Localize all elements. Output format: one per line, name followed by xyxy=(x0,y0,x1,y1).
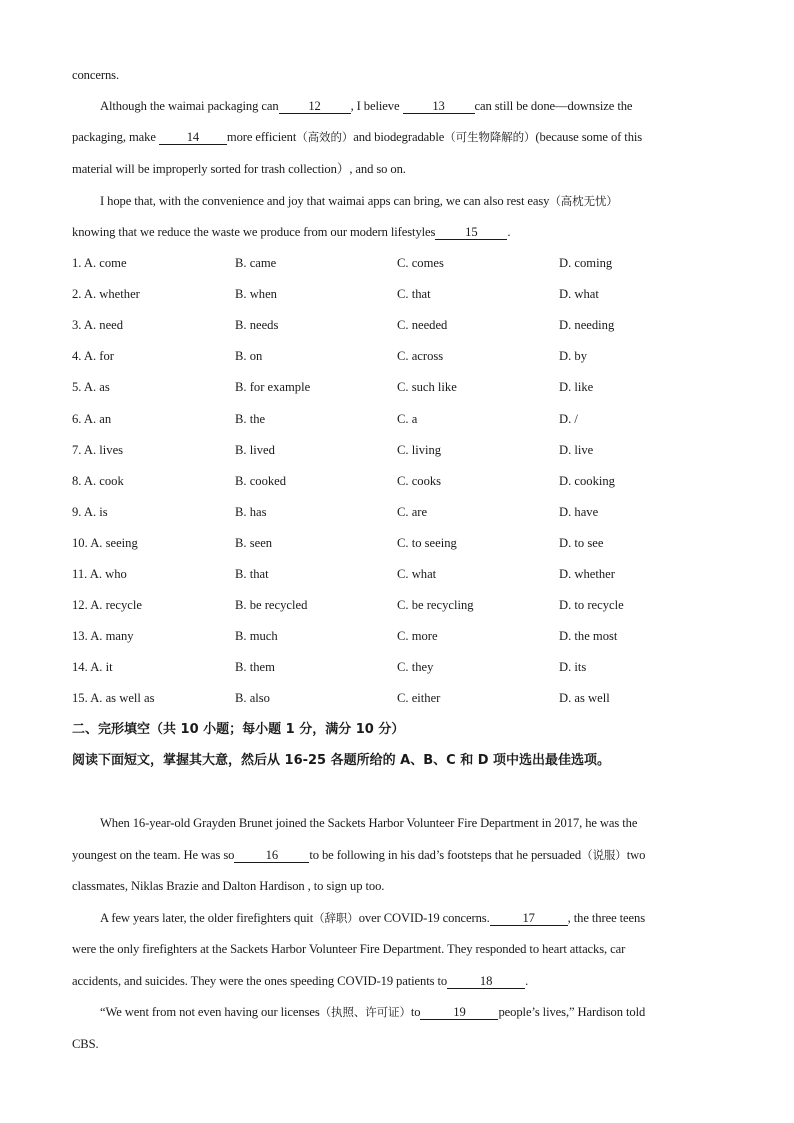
option-a: 2. A. whether xyxy=(72,287,140,301)
option-a: 3. A. need xyxy=(72,318,124,332)
option-row xyxy=(72,317,722,333)
option-row xyxy=(72,255,722,271)
blank-18: 18 xyxy=(447,974,525,989)
option-a: 8. A. cook xyxy=(72,474,124,488)
text-line: classmates, Niklas Brazie and Dalton Hardison , to sign up too. xyxy=(72,879,385,893)
option-b: B. lived xyxy=(235,443,275,457)
text-line: I hope that, with the convenience and joy that waimai apps can bring, we can also rest easy（高枕无忧） xyxy=(100,194,618,208)
text-line: Although the waimai packaging can 12 , I believe 13 can still be done—downsize the xyxy=(100,99,633,113)
option-d: D. by xyxy=(559,349,587,363)
option-d: D. to see xyxy=(559,536,604,550)
option-a: 5. A. as xyxy=(72,380,110,394)
text-line: “We went from not even having our licenses（执照、许可证）to 19 people’s lives,” Hardison told xyxy=(100,1005,646,1019)
text-line: were the only firefighters at the Sackets Harbor Volunteer Fire Department. They responded to heart attacks, car xyxy=(72,942,626,956)
blank-19: 19 xyxy=(420,1005,498,1020)
option-d: D. what xyxy=(559,287,599,301)
option-b: B. came xyxy=(235,256,277,270)
option-row xyxy=(72,504,722,520)
option-b: B. cooked xyxy=(235,474,287,488)
option-d: D. cooking xyxy=(559,474,615,488)
option-d: D. coming xyxy=(559,256,613,270)
option-d: D. have xyxy=(559,505,599,519)
option-a: 11. A. who xyxy=(72,567,127,581)
option-b: B. seen xyxy=(235,536,273,550)
option-d: D. to recycle xyxy=(559,598,624,612)
option-b: B. that xyxy=(235,567,269,581)
option-b: B. them xyxy=(235,660,275,674)
option-b: B. on xyxy=(235,349,263,363)
option-c: C. cooks xyxy=(397,474,442,488)
blank-17: 17 xyxy=(490,911,568,926)
text-line: knowing that we reduce the waste we produce from our modern lifestyles 15 . xyxy=(72,225,511,239)
option-d: D. needing xyxy=(559,318,615,332)
option-c: C. needed xyxy=(397,318,448,332)
option-b: B. when xyxy=(235,287,277,301)
text-line: When 16-year-old Grayden Brunet joined the Sackets Harbor Volunteer Fire Department in 2017, he was the xyxy=(100,816,638,830)
text-line: concerns. xyxy=(72,68,120,82)
option-row xyxy=(72,473,722,489)
option-a: 6. A. an xyxy=(72,412,112,426)
option-row xyxy=(72,411,722,427)
text-line: CBS. xyxy=(72,1037,99,1051)
option-c: C. comes xyxy=(397,256,444,270)
blank-12: 12 xyxy=(279,99,351,114)
option-a: 1. A. come xyxy=(72,256,127,270)
option-row xyxy=(72,535,722,551)
text-line: material will be improperly sorted for trash collection）, and so on. xyxy=(72,162,406,176)
option-c: C. living xyxy=(397,443,442,457)
blank-15: 15 xyxy=(435,225,507,240)
option-a: 13. A. many xyxy=(72,629,134,643)
option-a: 14. A. it xyxy=(72,660,113,674)
option-a: 15. A. as well as xyxy=(72,691,155,705)
option-a: 4. A. for xyxy=(72,349,114,363)
option-c: C. across xyxy=(397,349,444,363)
option-row xyxy=(72,566,722,582)
option-b: B. has xyxy=(235,505,267,519)
option-row xyxy=(72,286,722,302)
option-d: D. whether xyxy=(559,567,615,581)
option-c: C. are xyxy=(397,505,428,519)
option-c: C. more xyxy=(397,629,438,643)
option-d: D. as well xyxy=(559,691,610,705)
option-d: D. live xyxy=(559,443,594,457)
option-b: B. be recycled xyxy=(235,598,308,612)
option-a: 10. A. seeing xyxy=(72,536,138,550)
option-row xyxy=(72,379,722,395)
option-b: B. much xyxy=(235,629,278,643)
option-row xyxy=(72,348,722,364)
option-row xyxy=(72,690,722,706)
option-d: D. its xyxy=(559,660,587,674)
text-line: youngest on the team. He was so 16 to be following in his dad’s footsteps that he persuaded（说服）two xyxy=(72,848,646,862)
option-b: B. for example xyxy=(235,380,311,394)
option-row xyxy=(72,597,722,613)
option-c: C. either xyxy=(397,691,441,705)
option-row xyxy=(72,659,722,675)
option-c: C. to seeing xyxy=(397,536,457,550)
option-b: B. needs xyxy=(235,318,279,332)
section-instruction: 阅读下面短文，掌握其大意，然后从 16-25 各题所给的 A、B、C 和 D 项中选出最佳选项。 xyxy=(72,753,611,768)
option-row xyxy=(72,442,722,458)
blank-14: 14 xyxy=(159,130,227,145)
option-d: D. / xyxy=(559,412,578,426)
option-c: C. they xyxy=(397,660,434,674)
option-a: 7. A. lives xyxy=(72,443,124,457)
option-d: D. the most xyxy=(559,629,618,643)
text-line: accidents, and suicides. They were the ones speeding COVID-19 patients to 18 . xyxy=(72,974,529,988)
option-c: C. what xyxy=(397,567,437,581)
blank-16: 16 xyxy=(234,848,309,863)
option-a: 12. A. recycle xyxy=(72,598,142,612)
section-title: 二、完形填空（共 10 小题；每小题 1 分，满分 10 分） xyxy=(72,722,405,737)
option-c: C. that xyxy=(397,287,431,301)
option-c: C. a xyxy=(397,412,418,426)
blank-13: 13 xyxy=(403,99,475,114)
option-c: C. be recycling xyxy=(397,598,474,612)
option-c: C. such like xyxy=(397,380,457,394)
text-line: A few years later, the older firefighters quit（辞职）over COVID-19 concerns. 17 , the three teens xyxy=(100,911,645,925)
option-b: B. also xyxy=(235,691,270,705)
option-d: D. like xyxy=(559,380,594,394)
option-row xyxy=(72,628,722,644)
text-line: packaging, make 14 more efficient（高效的）and biodegradable（可生物降解的）(because some of this xyxy=(72,130,643,144)
option-a: 9. A. is xyxy=(72,505,108,519)
option-b: B. the xyxy=(235,412,266,426)
